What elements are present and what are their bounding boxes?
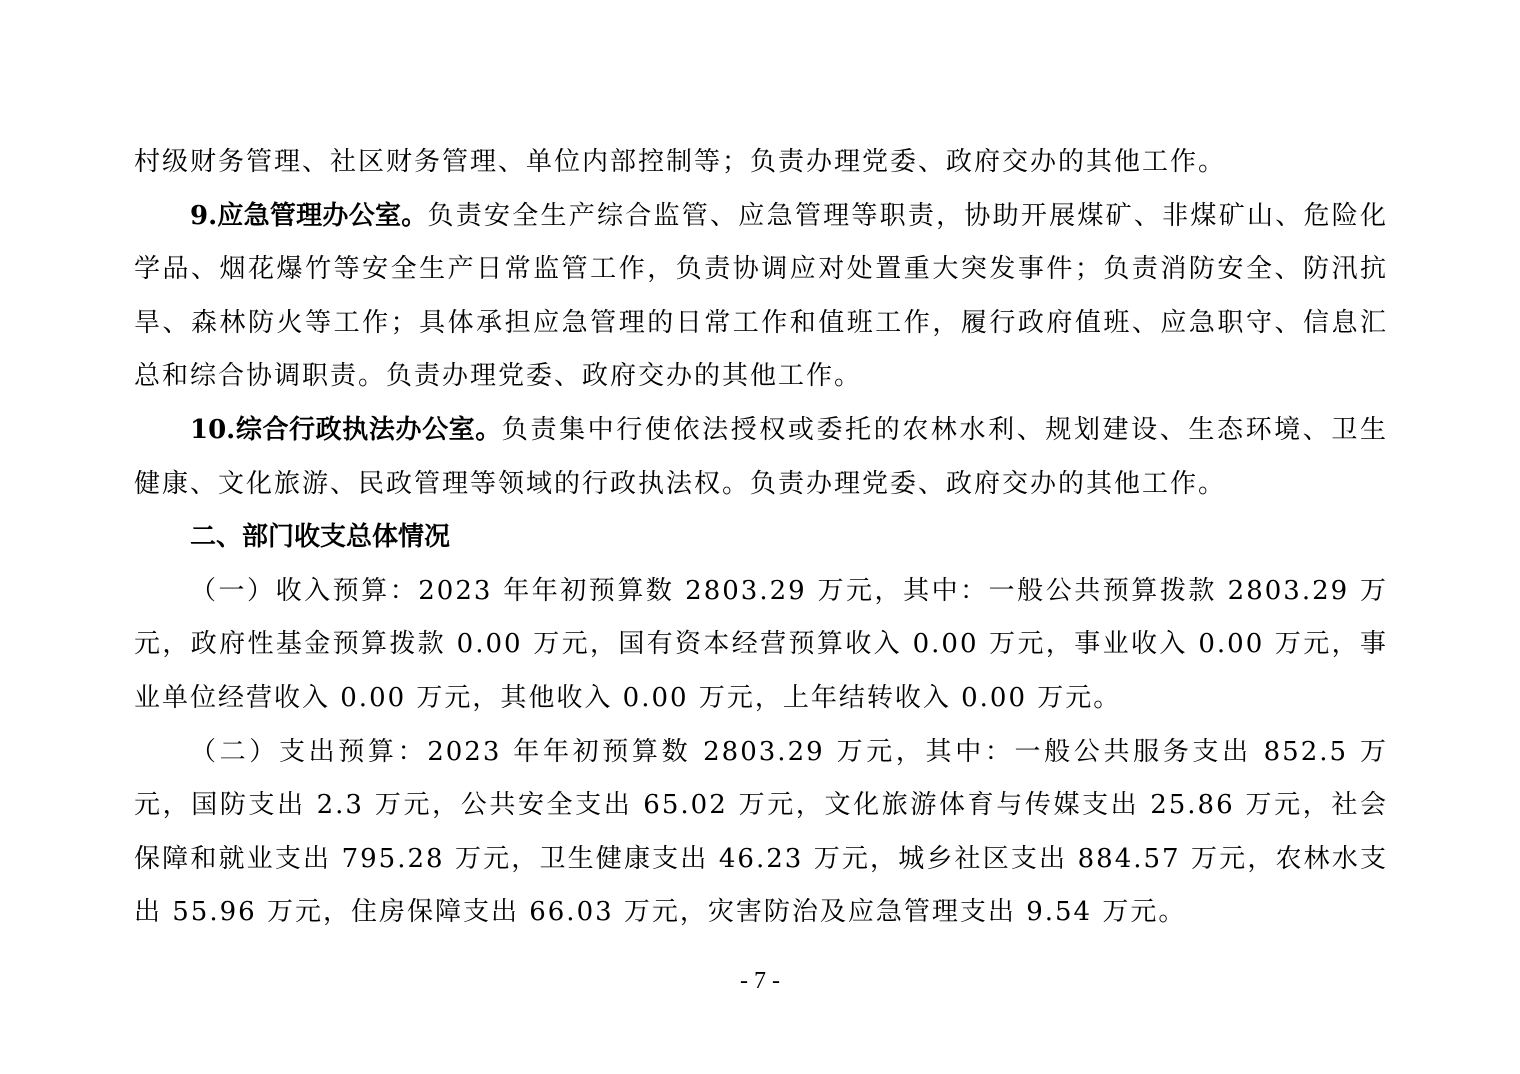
- paragraph-text: 负责安全生产综合监管、应急管理等职责，协助开展煤矿、非煤矿山、危险化学品、烟花爆竹等安全生产日常监管工作，负责协调应对处置重大突发事件；负责消防安全、防汛抗旱、森林防火等工作；具体承担应急管理的日常工作和值班工作，履行政府值班、应急职守、信息汇总和综合协调职责。负责办理党委、政府交办的其他工作。: [134, 200, 1388, 392]
- page-number: - 7 -: [740, 968, 780, 994]
- paragraph-enforcement-office: [134, 404, 1388, 511]
- section-heading-text: 二、部门收支总体情况: [190, 522, 451, 553]
- paragraph-continuation: [134, 136, 1388, 190]
- section-heading-enforcement-office: 10.综合行政执法办公室。: [190, 414, 502, 445]
- paragraph-text: 村级财务管理、社区财务管理、单位内部控制等；负责办理党委、政府交办的其他工作。: [134, 147, 1227, 177]
- section-heading-emergency-office: 9.应急管理办公室。: [190, 200, 428, 231]
- document-body: [134, 136, 1388, 940]
- paragraph-income-budget: [134, 565, 1388, 726]
- section-heading-budget-overview: [134, 511, 1388, 565]
- paragraph-emergency-office: [134, 190, 1388, 404]
- paragraph-text: （二）支出预算：2023 年年初预算数 2803.29 万元，其中：一般公共服务支出 852.5 万元，国防支出 2.3 万元，公共安全支出 65.02 万元，文化旅游体育与传媒支出 25.86 万元，社会保障和就业支出 795.28 万元，卫生健康支出 46.23 万元，城乡社区支出 884.57 万元，农林水支出 55.96 万元，住房保障支出 66.03 万元，灾害防治及应急管理支出 9.54 万元。: [134, 736, 1388, 928]
- paragraph-expenditure-budget: [134, 726, 1388, 940]
- paragraph-text: （一）收入预算：2023 年年初预算数 2803.29 万元，其中：一般公共预算拨款 2803.29 万元，政府性基金预算拨款 0.00 万元，国有资本经营预算收入 0.00 万元，事业收入 0.00 万元，事业单位经营收入 0.00 万元，其他收入 0.00 万元，上年结转收入 0.00 万元。: [134, 575, 1388, 713]
- paragraph-text: 负责集中行使依法授权或委托的农林水利、规划建设、生态环境、卫生健康、文化旅游、民政管理等领域的行政执法权。负责办理党委、政府交办的其他工作。: [134, 414, 1388, 499]
